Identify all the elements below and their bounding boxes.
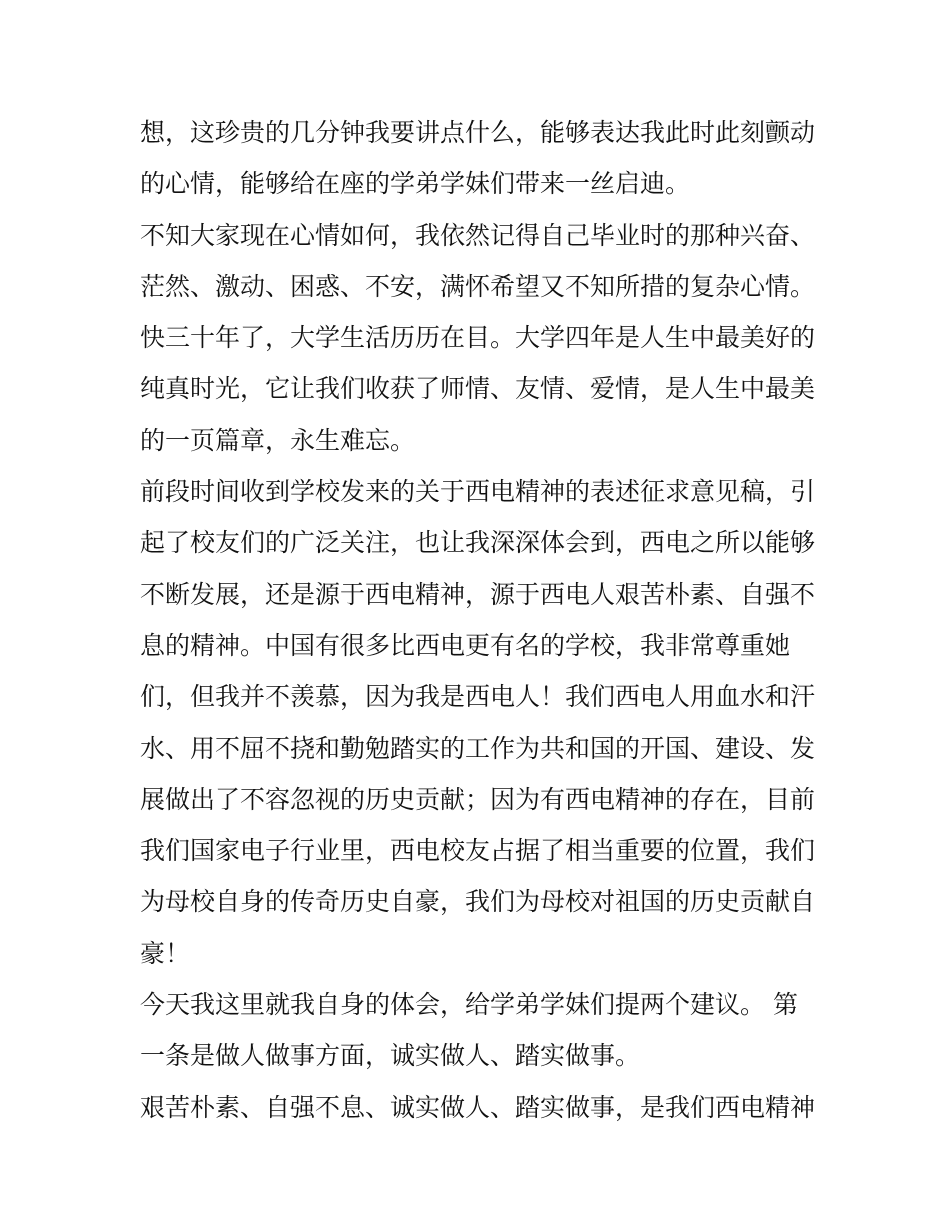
text-line: 的心情，能够给在座的学弟学妹们带来一丝启迪。: [140, 169, 691, 199]
text-line: 纯真时光，它让我们收获了师情、友情、爱情，是人生中最美: [140, 374, 816, 404]
text-line: 为母校自身的传奇历史自豪，我们为母校对祖国的历史贡献自: [140, 887, 816, 917]
text-line: 想，这珍贵的几分钟我要讲点什么，能够表达我此时此刻颤动: [140, 118, 816, 147]
text-line: 的一页篇章，永生难忘。: [140, 425, 416, 455]
text-line: 今天我这里就我自身的体会，给学弟学妹们提两个建议。 第: [140, 990, 798, 1020]
text-line: 艰苦朴素、自强不息、诚实做人、踏实做事，是我们西电精神: [140, 1092, 816, 1122]
text-line: 们，但我并不羡慕，因为我是西电人！我们西电人用血水和汗: [140, 682, 816, 712]
text-line: 不断发展，还是源于西电精神，源于西电人艰苦朴素、自强不: [140, 579, 816, 609]
text-line: 展做出了不容忽视的历史贡献；因为有西电精神的存在，目前: [140, 784, 816, 814]
speech-text: [140, 107, 820, 1133]
text-line: 前段时间收到学校发来的关于西电精神的表述征求意见稿，引: [140, 477, 816, 507]
text-line: 我们国家电子行业里，西电校友占据了相当重要的位置，我们: [140, 836, 816, 866]
text-line: 息的精神。中国有很多比西电更有名的学校，我非常尊重她: [140, 630, 791, 660]
text-line: 一条是做人做事方面，诚实做人、踏实做事。: [140, 1041, 641, 1071]
text-line: 快三十年了，大学生活历历在目。大学四年是人生中最美好的: [140, 323, 816, 353]
text-line: 茫然、激动、困惑、不安，满怀希望又不知所措的复杂心情。: [140, 271, 816, 301]
text-line: 豪！: [140, 938, 191, 968]
text-line: 水、用不屈不挠和勤勉踏实的工作为共和国的开国、建设、发: [140, 733, 816, 763]
text-line: 起了校友们的广泛关注，也让我深深体会到，西电之所以能够: [140, 528, 816, 558]
text-line: 不知大家现在心情如何，我依然记得自己毕业时的那种兴奋、: [140, 220, 816, 250]
